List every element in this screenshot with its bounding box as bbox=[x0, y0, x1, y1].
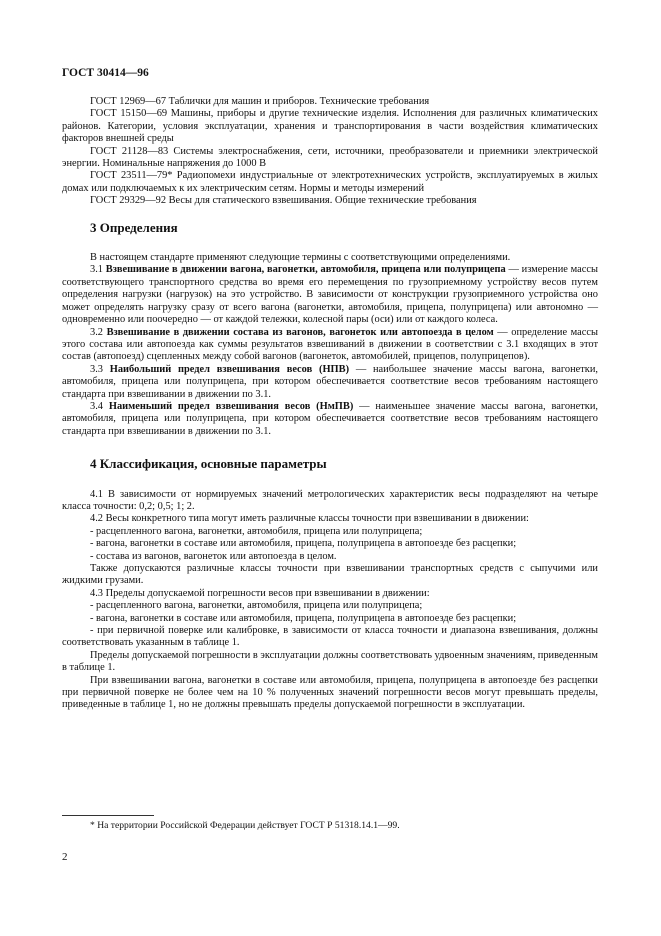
page-number: 2 bbox=[62, 851, 68, 863]
reference-item: ГОСТ 29329—92 Весы для статического взвешивания. Общие технические требования bbox=[90, 195, 477, 207]
reference-item: ГОСТ 23511—79* Радиопомехи индустриальные от электротехнических устройств, эксплуатируемых в жилых домах или подключаемых к их электрическим сетям. Нормы и методы измерений bbox=[62, 170, 598, 194]
section-3-heading: 3 Определения bbox=[90, 219, 178, 235]
definition-3-3 bbox=[62, 364, 598, 401]
definition-term: Наименьший предел взвешивания весов (НмПВ) bbox=[108, 400, 354, 412]
reference-item: ГОСТ 12969—67 Таблички для машин и приборов. Технические требования bbox=[90, 96, 430, 107]
clause-4-3-primary: При взвешивании вагона, вагонетки в составе или автомобиля, прицепа, полуприцепа в автопоезде без расцепки при первичной поверке не более чем на 10 % полученных значений погрешности весов могут превышать пределы, приведенные в таблице 1, но не должны превышать пределы допускаемой погрешности в эксплуатации. bbox=[62, 674, 598, 711]
clause-4-2-note: Также допускаются различные классы точности при взвешивании транспортных средств с сыпучими или жидкими грузами. bbox=[62, 563, 598, 587]
definition-text: — наибольшее значение массы вагона, вагонетки, автомобиля, прицепа или полуприцепа, при котором обеспечивается соответствие весов требованиям настоящего стандарта при взвешивании в движении по 3.1. bbox=[62, 363, 598, 400]
definition-term: Наибольший предел взвешивания весов (НПВ) bbox=[109, 363, 350, 375]
definition-3-2 bbox=[62, 327, 598, 364]
definition-number: 3.2 bbox=[90, 326, 107, 338]
document-body bbox=[62, 96, 598, 712]
footnote-divider bbox=[62, 815, 154, 816]
reference-item: ГОСТ 21128—83 Системы электроснабжения, сети, источники, преобразователи и приемники электрической энергии. Номинальные напряжения до 1000 В bbox=[62, 145, 598, 170]
definition-text: — определение массы этого состава или автопоезда как суммы результатов взвешиваний в движении в соответствии с 3.1 входящих в этот состав (автопоезд) сцепленных между собой вагонов (вагонеток, автомобилей, прицепов, полуприцепов). bbox=[62, 326, 598, 363]
definition-text: — измерение массы соответствующего транспортного средства во время его перемещения по грузоприемному устройству весов путем определения нагрузки (нагрузок) на это устройство. В зависимости от конструкции грузоприемного устройства оно может определять нагрузку сразу от всего вагона (вагонетки, автомобиля, прицепа, полуприцепа) или автономно — одновременно или поочередно — от каждой тележки, колесной пары (оси) или от каждого колеса. bbox=[62, 264, 598, 326]
list-item: - расцепленного вагона, вагонетки, автомобиля, прицепа или полуприцепа; bbox=[90, 525, 423, 537]
list-item: - состава из вагонов, вагонеток или автопоезда в целом. bbox=[90, 550, 337, 562]
definition-3-4 bbox=[62, 401, 598, 438]
list-item: - вагона, вагонетки в составе или автомобиля, прицепа, полуприцепа в автопоезде без расцепки; bbox=[90, 538, 517, 550]
definition-3-1 bbox=[62, 264, 598, 326]
clause-4-1: 4.1 В зависимости от нормируемых значений метрологических характеристик весы подразделяют на четыре класса точности: 0,2; 0,5; 1; 2. bbox=[62, 488, 598, 512]
list-item: - при первичной поверке или калибровке, в зависимости от класса точности и диапазона взвешивания, должны соответствовать указанным в таблице 1. bbox=[62, 625, 598, 649]
document-header: ГОСТ 30414—96 bbox=[62, 67, 149, 79]
list-item: - вагона, вагонетки в составе или автомобиля, прицепа, полуприцепа в автопоезде без расцепки; bbox=[90, 612, 517, 624]
definition-term: Взвешивание в движении состава из вагонов, вагонеток или автопоезда в целом bbox=[106, 326, 494, 338]
section-4-heading: 4 Классификация, основные параметры bbox=[90, 456, 327, 472]
reference-item: ГОСТ 15150—69 Машины, приборы и другие технические изделия. Исполнения для различных климатических районов. Категории, условия эксплуатации, хранения и транспортирования в части воздействия климатических факторов внешней среды bbox=[62, 108, 598, 145]
clause-4-3: 4.3 Пределы допускаемой погрешности весов при взвешивании в движении: bbox=[90, 587, 430, 599]
definition-term: Взвешивание в движении вагона, вагонетки, автомобиля, прицепа или полуприцепа bbox=[105, 264, 506, 276]
clause-4-2: 4.2 Весы конкретного типа могут иметь различные классы точности при взвешивании в движении: bbox=[90, 513, 529, 525]
list-item: - расцепленного вагона, вагонетки, автомобиля, прицепа или полуприцепа; bbox=[90, 600, 423, 612]
definition-text: — наименьшее значение массы вагона, вагонетки, автомобиля, прицепа или полуприцепа, при котором обеспечивается соответствие весов требованиям настоящего стандарта при взвешивании в движении по 3.1. bbox=[62, 400, 598, 437]
clause-4-3-operation: Пределы допускаемой погрешности в эксплуатации должны соответствовать удвоенным значениям, приведенным в таблице 1. bbox=[62, 649, 598, 674]
definition-number: 3.3 bbox=[90, 363, 110, 375]
definition-number: 3.4 bbox=[90, 400, 109, 412]
section-3-intro: В настоящем стандарте применяют следующие термины с соответствующими определениями. bbox=[90, 252, 511, 264]
definition-number: 3.1 bbox=[90, 264, 106, 276]
footnote: * На территории Российской Федерации действует ГОСТ Р 51318.14.1—99. bbox=[90, 820, 400, 831]
